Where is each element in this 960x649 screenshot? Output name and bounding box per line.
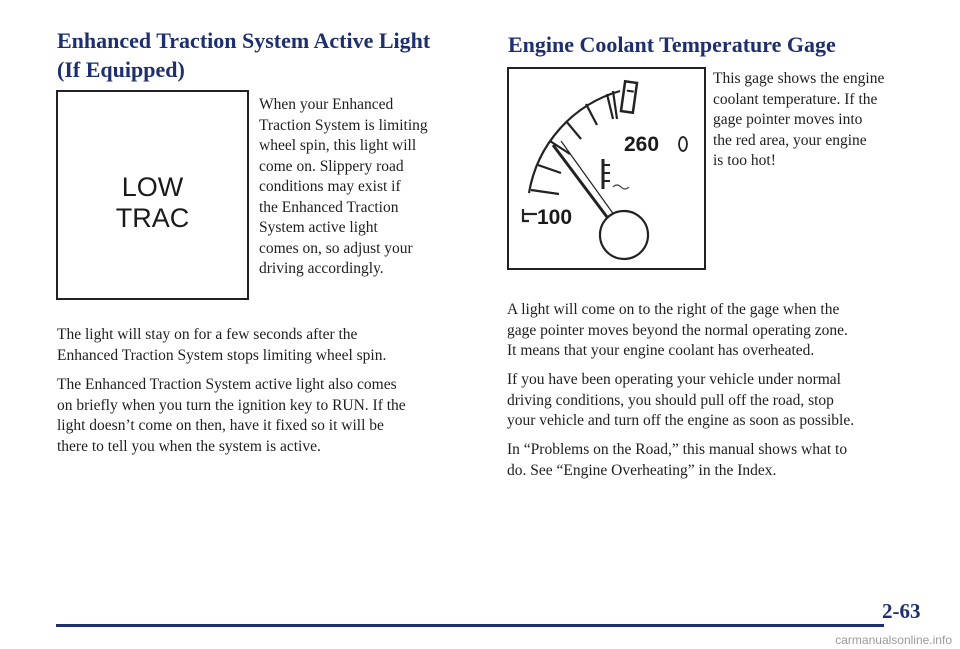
gage-tick-5	[586, 104, 597, 125]
section-heading-coolant	[508, 30, 836, 59]
gage-tick-2	[538, 165, 561, 173]
coolant-gage-description: This gage shows the engine coolant temperature. If the gage pointer moves into the red area, your engine is too hot!	[713, 70, 885, 169]
gage-label-100: 100	[537, 206, 573, 229]
gage-tick-1	[531, 190, 559, 194]
traction-paragraph-2: The Enhanced Traction System active light also comes on briefly when you turn the ignition key to RUN. If the light doesn’t come on then, have it fixed so it will be there to tell you when the system is active.	[57, 376, 406, 455]
watermark: carmanualsonline.info	[835, 633, 952, 647]
coolant-heading: Engine Coolant Temperature Gage	[508, 32, 836, 57]
traction-paragraph-1: The light will stay on for a few seconds after the Enhanced Traction System stops limiting wheel spin.	[57, 326, 387, 364]
traction-light-description: When your Enhanced Traction System is limiting wheel spin, this light will come on. Slippery road conditions may exist if the Enhanced Traction System active light comes on, so adjust your driving accordingly.	[259, 96, 428, 277]
gage-tick-4	[566, 121, 581, 139]
indicator-line-1: LOW	[121, 172, 184, 202]
gage-pivot	[600, 211, 648, 259]
page-number: 2-63	[882, 599, 921, 623]
gage-tick-7	[613, 91, 617, 119]
low-trac-indicator-label	[58, 172, 247, 234]
gage-arc	[529, 91, 620, 193]
section-heading-traction	[57, 26, 430, 84]
coolant-gage-box	[507, 67, 706, 270]
coolant-paragraph-3: In “Problems on the Road,” this manual shows what to do. See “Engine Overheating” in the Index.	[507, 441, 848, 479]
gage-label-260: 260	[624, 133, 660, 156]
heading-line-1: Enhanced Traction System Active Light	[57, 28, 431, 53]
indicator-line-2: TRAC	[115, 203, 190, 233]
footer-rule	[56, 624, 884, 627]
low-trac-indicator-box	[56, 90, 249, 300]
gage-warning-light	[679, 137, 687, 151]
gage-red-zone	[621, 81, 637, 112]
heading-line-2: (If Equipped)	[57, 57, 185, 82]
coolant-paragraph-1: A light will come on to the right of the gage when the gage pointer moves beyond the normal operating zone. It means that your engine coolant has overheated.	[507, 301, 848, 359]
coolant-paragraph-2: If you have been operating your vehicle under normal driving conditions, you should pull off the road, stop your vehicle and turn off the engine as soon as possible.	[507, 371, 855, 429]
coolant-gage-icon	[509, 69, 704, 268]
gage-tick-6	[607, 94, 613, 119]
thermometer-waves	[613, 185, 629, 189]
gage-red-zone-mark	[627, 91, 634, 92]
